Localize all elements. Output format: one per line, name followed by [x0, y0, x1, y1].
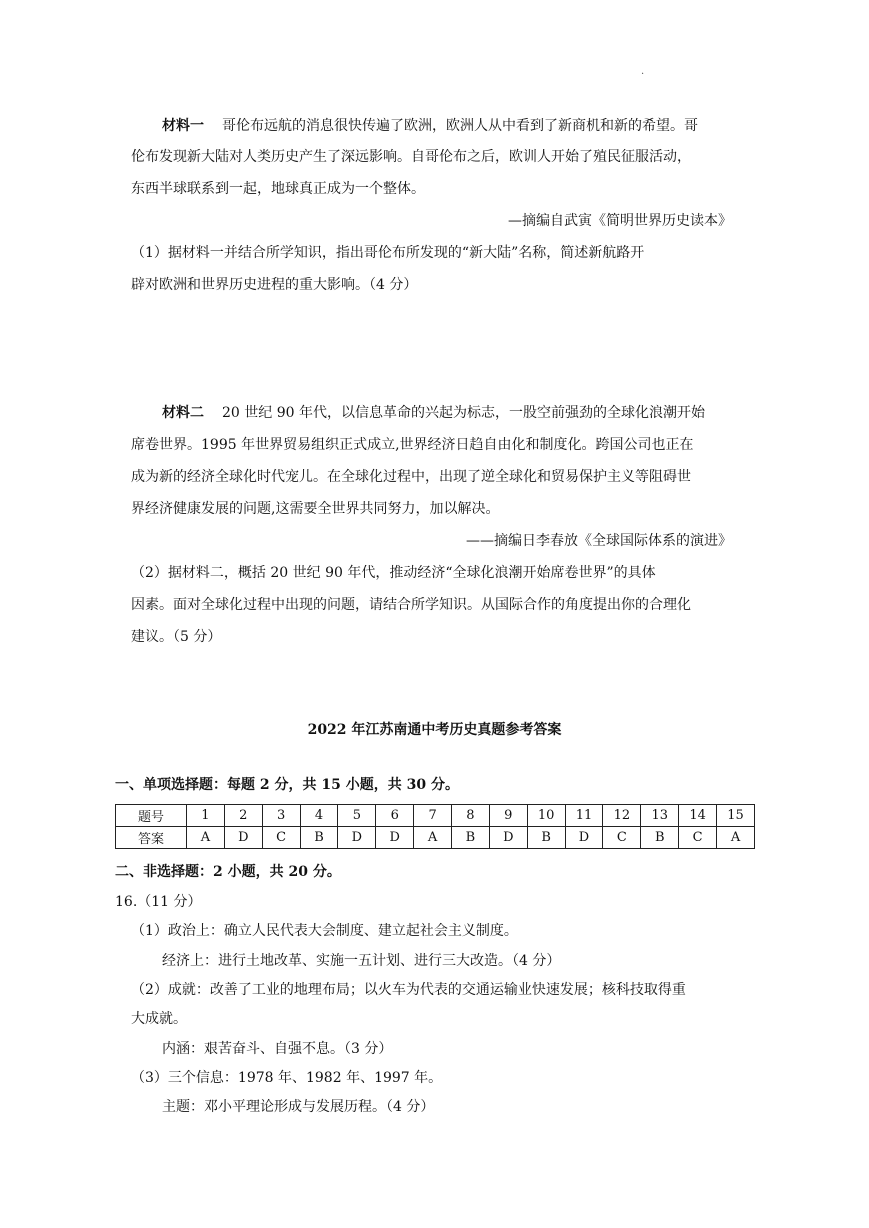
q16-line-2: 经济上：进行土地改革、实施一五计划、进行三大改造。（4 分） [162, 953, 561, 969]
q16-header: 16.（11 分） [115, 894, 202, 910]
question1-line-2: 辟对欧洲和世界历史进程的重大影响。（4 分） [131, 277, 418, 293]
answer-cell: D [224, 827, 262, 849]
question-number: 1 [187, 805, 225, 827]
material2-line-3: 成为新的经济全球化时代宠儿。在全球化过程中，出现了逆全球化和贸易保护主义等阻碍世 [131, 469, 691, 485]
material2-line-1 [162, 403, 705, 423]
material1-line-1 [162, 116, 698, 136]
question2-line-2: 因素。面对全球化过程中出现的问题，请结合所学知识。从国际合作的角度提出你的合理化 [131, 597, 691, 613]
material1-source: —摘编自武寅《简明世界历史读本》 [508, 213, 732, 229]
material2-text-1: 20 世纪 90 年代，以信息革命的兴起为标志，一股空前强劲的全球化浪潮开始 [222, 405, 705, 421]
material1-line-3: 东西半球联系到一起，地球真正成为一个整体。 [131, 181, 425, 197]
question-number: 3 [262, 805, 300, 827]
material2-line-4: 界经济健康发展的问题,这需要全世界共同努力，加以解决。 [131, 501, 500, 517]
material1-line-2: 伦布发现新大陆对人类历史产生了深远影响。自哥伦布之后，欧训人开始了殖民征服活动， [131, 149, 691, 165]
question-number: 11 [565, 805, 603, 827]
answer-cell: A [717, 827, 755, 849]
number-row-header: 题号 [116, 805, 187, 827]
answer-cell: B [527, 827, 565, 849]
answer-cell: D [376, 827, 414, 849]
question-number: 8 [452, 805, 490, 827]
answer-row-header: 答案 [116, 827, 187, 849]
answer-table-answer-row [116, 827, 755, 849]
question-number: 7 [414, 805, 452, 827]
answer-cell: A [414, 827, 452, 849]
question-number: 12 [603, 805, 641, 827]
material2-line-2: 席卷世界。1995 年世界贸易组织正式成立,世界经济日趋自由化和制度化。跨国公司也正在 [131, 437, 694, 453]
question-number: 15 [717, 805, 755, 827]
answer-cell: C [262, 827, 300, 849]
material1-text-1: 哥伦布远航的消息很快传遍了欧洲，欧洲人从中看到了新商机和新的希望。哥 [222, 118, 698, 134]
question2-line-3: 建议。（5 分） [131, 629, 222, 645]
answer-cell: D [489, 827, 527, 849]
material1-label: 材料一 [162, 118, 204, 134]
question-number: 9 [489, 805, 527, 827]
answer-table [115, 804, 755, 849]
answer-table-number-row [116, 805, 755, 827]
answer-cell: C [603, 827, 641, 849]
question-number: 4 [300, 805, 338, 827]
page-mark: . [641, 66, 645, 77]
answer-cell: B [641, 827, 679, 849]
q16-line-6: （3）三个信息：1978 年、1982 年、1997 年。 [131, 1070, 443, 1086]
material2-label: 材料二 [162, 405, 204, 421]
answer-cell: B [452, 827, 490, 849]
section2-heading: 二、非选择题：2 小题，共 20 分。 [115, 864, 341, 880]
question-number: 14 [679, 805, 717, 827]
question-number: 5 [338, 805, 376, 827]
section1-heading: 一、单项选择题：每题 2 分，共 15 小题，共 30 分。 [115, 777, 459, 793]
q16-line-1: （1）政治上：确立人民代表大会制度、建立起社会主义制度。 [131, 923, 518, 939]
answer-cell: B [300, 827, 338, 849]
q16-line-4: 大成就。 [131, 1011, 187, 1027]
answer-cell: D [338, 827, 376, 849]
question-number: 2 [224, 805, 262, 827]
question2-line-1: （2）据材料二，概括 20 世纪 90 年代，推动经济“全球化浪潮开始席卷世界”的具体 [131, 565, 656, 581]
question-number: 6 [376, 805, 414, 827]
question-number: 10 [527, 805, 565, 827]
material2-source: ——摘编日李春放《全球国际体系的演进》 [466, 533, 732, 549]
question-number: 13 [641, 805, 679, 827]
q16-line-3: （2）成就：改善了工业的地理布局；以火车为代表的交通运输业快速发展；核科技取得重 [131, 982, 686, 998]
question1-line-1: （1）据材料一并结合所学知识，指出哥伦布所发现的“新大陆”名称，简述新航路开 [131, 245, 645, 261]
q16-line-7: 主题：邓小平理论形成与发展历程。（4 分） [162, 1099, 435, 1115]
answer-cell: A [187, 827, 225, 849]
answer-cell: C [679, 827, 717, 849]
q16-line-5: 内涵：艰苦奋斗、自强不息。（3 分） [162, 1041, 393, 1057]
answer-cell: D [565, 827, 603, 849]
answer-title: 2022 年江苏南通中考历史真题参考答案 [307, 722, 562, 738]
